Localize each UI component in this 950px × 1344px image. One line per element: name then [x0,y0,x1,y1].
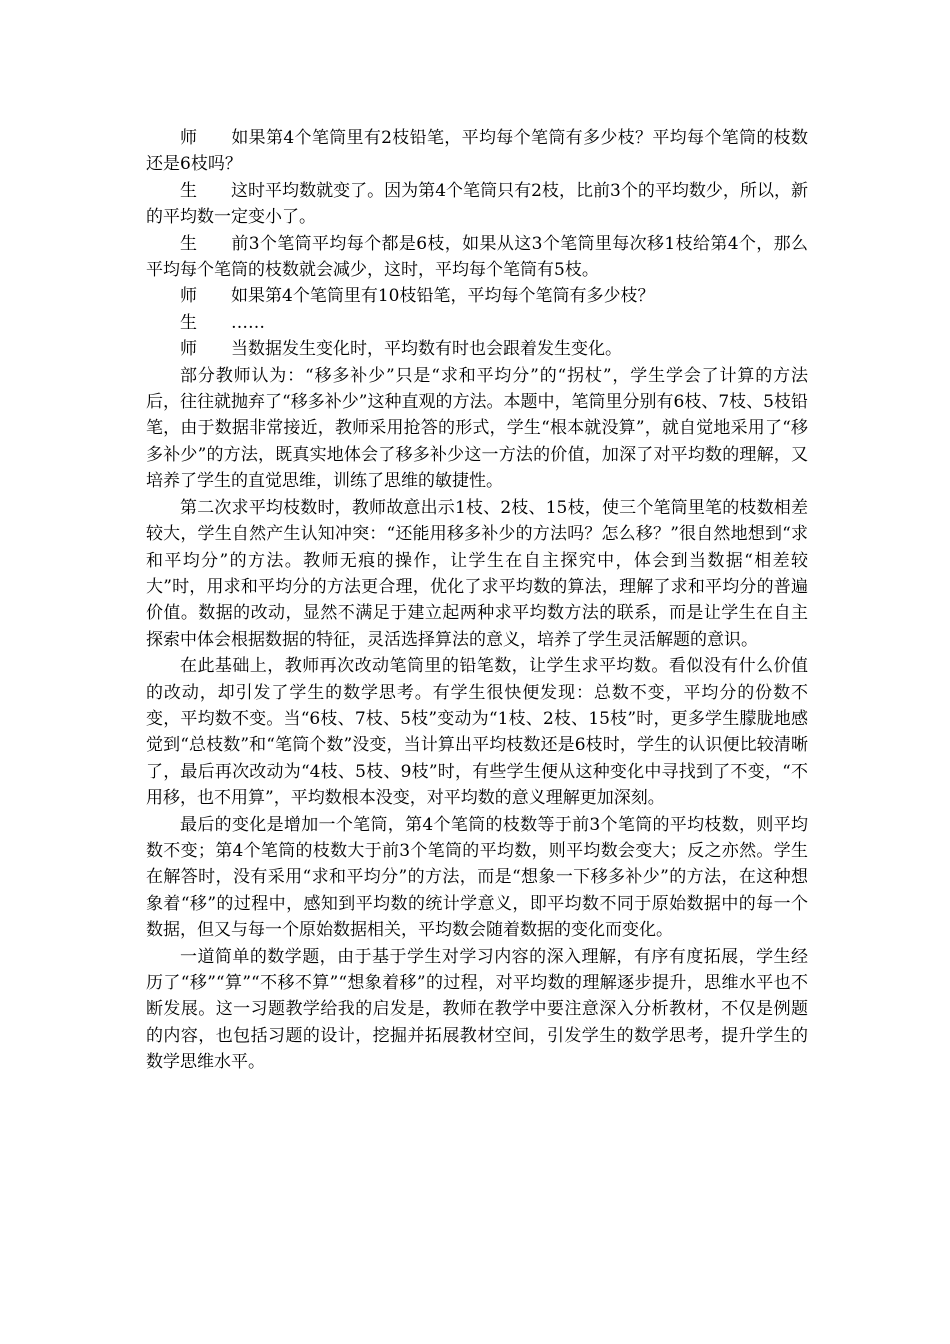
speaker-label: 生 [180,233,197,254]
body-paragraph: 最后的变化是增加一个笔筒，第4个笔筒的枝数等于前3个笔筒的平均枝数，则平均数不变；第4个笔筒的枝数大于前3个笔筒的平均数，则平均数会变大；反之亦然。学生在解答时，没有采用“求和平均分”的方法，而是“想象一下移多补少”的方法，在这种想象着“移”的过程中，感知到平均数的统计学意义，即平均数不同于原始数据中的每一个数据，但又与每一个原始数据相关，平均数会随着数据的变化而变化。 [146,814,808,941]
dialogue-line [146,178,808,231]
body-paragraph: 部分教师认为：“移多补少”只是“求和平均分”的“拐杖”，学生学会了计算的方法后，往往就抛弃了“移多补少”这种直观的方法。本题中，笔筒里分别有6枝、7枝、5枝铅笔，由于数据非常接近，教师采用抢答的形式，学生“根本就没算”，就自觉地采用了“移多补少”的方法，既真实地体会了移多补少这一方法的价值，加深了对平均数的理解，又培养了学生的直觉思维，训练了思维的敏捷性。 [146,365,808,492]
speaker-label: 师 [180,128,197,148]
dialogue-text: 如果第4个笔筒里有2枝铅笔，平均每个笔筒有多少枝？平均每个笔筒的枝数还是6枝吗？ [146,128,808,175]
dialogue-text: 前3个笔筒平均每个都是6枝，如果从这3个笔筒里每次移1枝给第4个，那么平均每个笔筒的枝数就会减少，这时，平均每个笔筒有5枝。 [146,233,808,281]
dialogue-line [146,336,808,362]
document-page [146,125,808,1076]
body-paragraph: 在此基础上，教师再次改动笔筒里的铅笔数，让学生求平均数。看似没有什么价值的改动，却引发了学生的数学思考。有学生很快便发现：总数不变，平均分的份数不变，平均数不变。当“6枝、7枝、5枝”变动为“1枝、2枝、15枝”时，更多学生朦胧地感觉到“总枝数”和“笔筒个数”没变，当计算出平均枝数还是6枝时，学生的认识便比较清晰了，最后再次改动为“4枝、5枝、9枝”时，有些学生便从这种变化中寻找到了不变，“不用移，也不用算”，平均数根本没变，对平均数的意义理解更加深刻。 [146,656,808,809]
speaker-label: 生 [180,180,197,201]
speaker-label: 师 [180,286,197,307]
dialogue-text: 当数据发生变化时，平均数有时也会跟着发生变化。 [231,339,622,360]
dialogue-line [146,310,808,336]
speaker-label: 师 [180,339,197,360]
dialogue-line [146,231,808,284]
dialogue-line [146,283,808,309]
body-paragraph: 一道简单的数学题，由于基于学生对学习内容的深入理解，有序有度拓展，学生经历了“移”“算”“不移不算”“想象着移”的过程，对平均数的理解逐步提升，思维水平也不断发展。这一习题教学给我的启发是，教师在教学中要注意深入分析教材，不仅是例题的内容，也包括习题的设计，挖掘并拓展教材空间，引发学生的数学思考，提升学生的数学思维水平。 [146,946,808,1073]
body-paragraph: 第二次求平均枝数时，教师故意出示1枝、2枝、15枝，使三个笔筒里笔的枝数相差较大，学生自然产生认知冲突：“还能用移多补少的方法吗？怎么移？”很自然地想到“求和平均分”的方法。教师无痕的操作，让学生在自主探究中，体会到当数据“相差较大”时，用求和平均分的方法更合理，优化了求平均数的算法，理解了求和平均分的普遍价值。数据的改动，显然不满足于建立起两种求平均数方法的联系，而是让学生在自主探索中体会根据数据的特征，灵活选择算法的意义，培养了学生灵活解题的意识。 [146,497,808,650]
dialogue-text: …… [231,312,265,333]
dialogue-text: 这时平均数就变了。因为第4个笔筒只有2枝，比前3个的平均数少，所以，新的平均数一定变小了。 [146,180,808,228]
speaker-label: 生 [180,312,197,333]
dialogue-line [146,125,808,178]
dialogue-text: 如果第4个笔筒里有10枝铅笔，平均每个笔筒有多少枝？ [231,286,655,307]
